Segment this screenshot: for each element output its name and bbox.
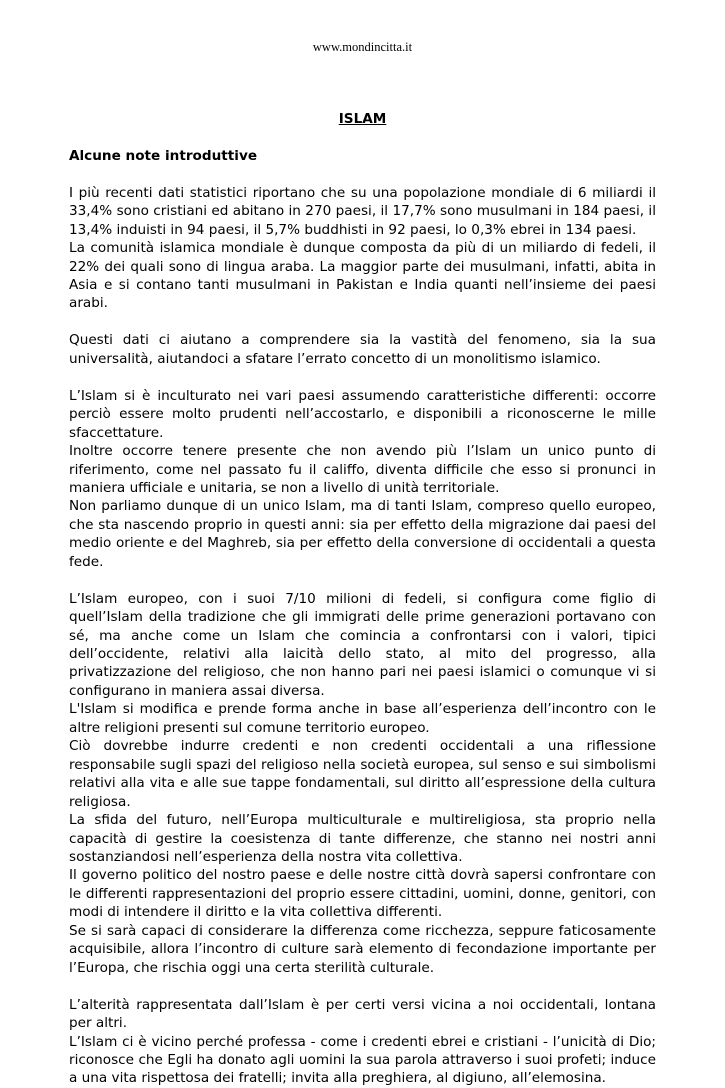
document-title: ISLAM [338, 111, 387, 127]
paragraph: L’Islam ci è vicino perché professa - come i credenti ebrei e cristiani - l’unicità di Dio; riconosce che Egli ha donato agli uomini la sua parola attraverso i suoi profeti; induce a una vita rispettosa dei fratelli; invita alla preghiera, al digiuno, all’elemosina. [69, 1033, 656, 1087]
paragraph: L'Islam si modifica e prende forma anche in base all’esperienza dell’incontro con le altre religioni presenti sul comune territorio europeo. [69, 701, 656, 736]
paragraph: L’Islam si è inculturato nei vari paesi assumendo caratteristiche differenti: occorre perciò essere molto prudenti nell’accostarlo, e disponibili a riconoscerne le mille sfaccettature. [69, 387, 656, 441]
paragraph: La comunità islamica mondiale è dunque composta da più di un miliardo di fedeli, il 22% dei quali sono di lingua araba. La maggior parte dei musulmani, infatti, abita in Asia e si contano tanti musulmani in Pakistan e India quanti nell’insieme dei paesi arabi. [69, 240, 656, 312]
paragraph: Se si sarà capaci di considerare la differenza come ricchezza, seppure faticosamente acquisibile, allora l’incontro di culture sarà elemento di fecondazione importante per l’Europa, che rischia oggi una certa sterilità culturale. [69, 922, 656, 976]
paragraph: Non parliamo dunque di un unico Islam, ma di tanti Islam, compreso quello europeo, che sta nascendo proprio in questi anni: sia per effetto della migrazione dai paesi del medio oriente e del Maghreb, sia per effetto della conversione di occidentali a questa fede. [69, 498, 656, 570]
paragraph: La sfida del futuro, nell’Europa multiculturale e multireligiosa, sta proprio nella capacità di gestire la coesistenza di tante differenze, che stanno nei nostri anni sostanziandosi nell’esperienza della nostra vita collettiva. [69, 812, 656, 866]
paragraph: L’Islam europeo, con i suoi 7/10 milioni di fedeli, si configura come figlio di quell’Islam della tradizione che gli immigrati delle prime generazioni portavano con sé, ma anche come un Islam che comincia a confrontarsi con i valori, tipici dell’occidente, relativi alla laicità dello stato, al mito del progresso, alla privatizzazione del religioso, che non hanno pari nei paesi islamici o comunque vi si configurano in maniera assai diversa. [69, 590, 656, 699]
paragraph: Ciò dovrebbe indurre credenti e non credenti occidentali a una riflessione responsabile sugli spazi del religioso nella società europea, sul senso e sui simbolismi relativi alla vita e alle sue tappe fondamentali, sul diritto all’espressione della cultura religiosa. [69, 738, 656, 810]
document-body [69, 110, 656, 1088]
paragraph-block-european-islam [69, 590, 656, 978]
paragraph-block-universality [69, 331, 656, 368]
paragraph: Inoltre occorre tenere presente che non avendo più l’Islam un unico punto di riferimento, come nel passato fu il califfo, diventa difficile che esso si pronunci in maniera ufficiale e unitaria, se non a livello di unità territoriale. [69, 443, 656, 496]
paragraph-block-statistics [69, 184, 656, 313]
document-subtitle: Alcune note introduttive [69, 147, 258, 164]
paragraph: Questi dati ci aiutano a comprendere sia la vastità del fenomeno, sia la sua universalità, aiutandoci a sfatare l’errato concetto di un monolitismo islamico. [69, 332, 656, 367]
paragraph-block-alterity [69, 996, 656, 1088]
paragraph: L’alterità rappresentata dall’Islam è per certi versi vicina a noi occidentali, lontana per altri. [69, 996, 656, 1032]
page-header-url: www.mondincitta.it [312, 40, 413, 54]
paragraph-block-inculturation [69, 387, 656, 572]
paragraph: I più recenti dati statistici riportano che su una popolazione mondiale di 6 miliardi il 33,4% sono cristiani ed abitano in 270 paesi, il 17,7% sono musulmani in 184 paesi, il 13,4% induisti in 94 paesi, il 5,7% buddhisti in 92 paesi, lo 0,3% ebrei in 134 paesi. [69, 184, 656, 238]
paragraph: Il governo politico del nostro paese e delle nostre città dovrà sapersi confrontare con le differenti rappresentazioni del proprio essere cittadini, uomini, donne, genitori, con modi di intendere il diritto e la vita collettiva differenti. [69, 867, 656, 921]
